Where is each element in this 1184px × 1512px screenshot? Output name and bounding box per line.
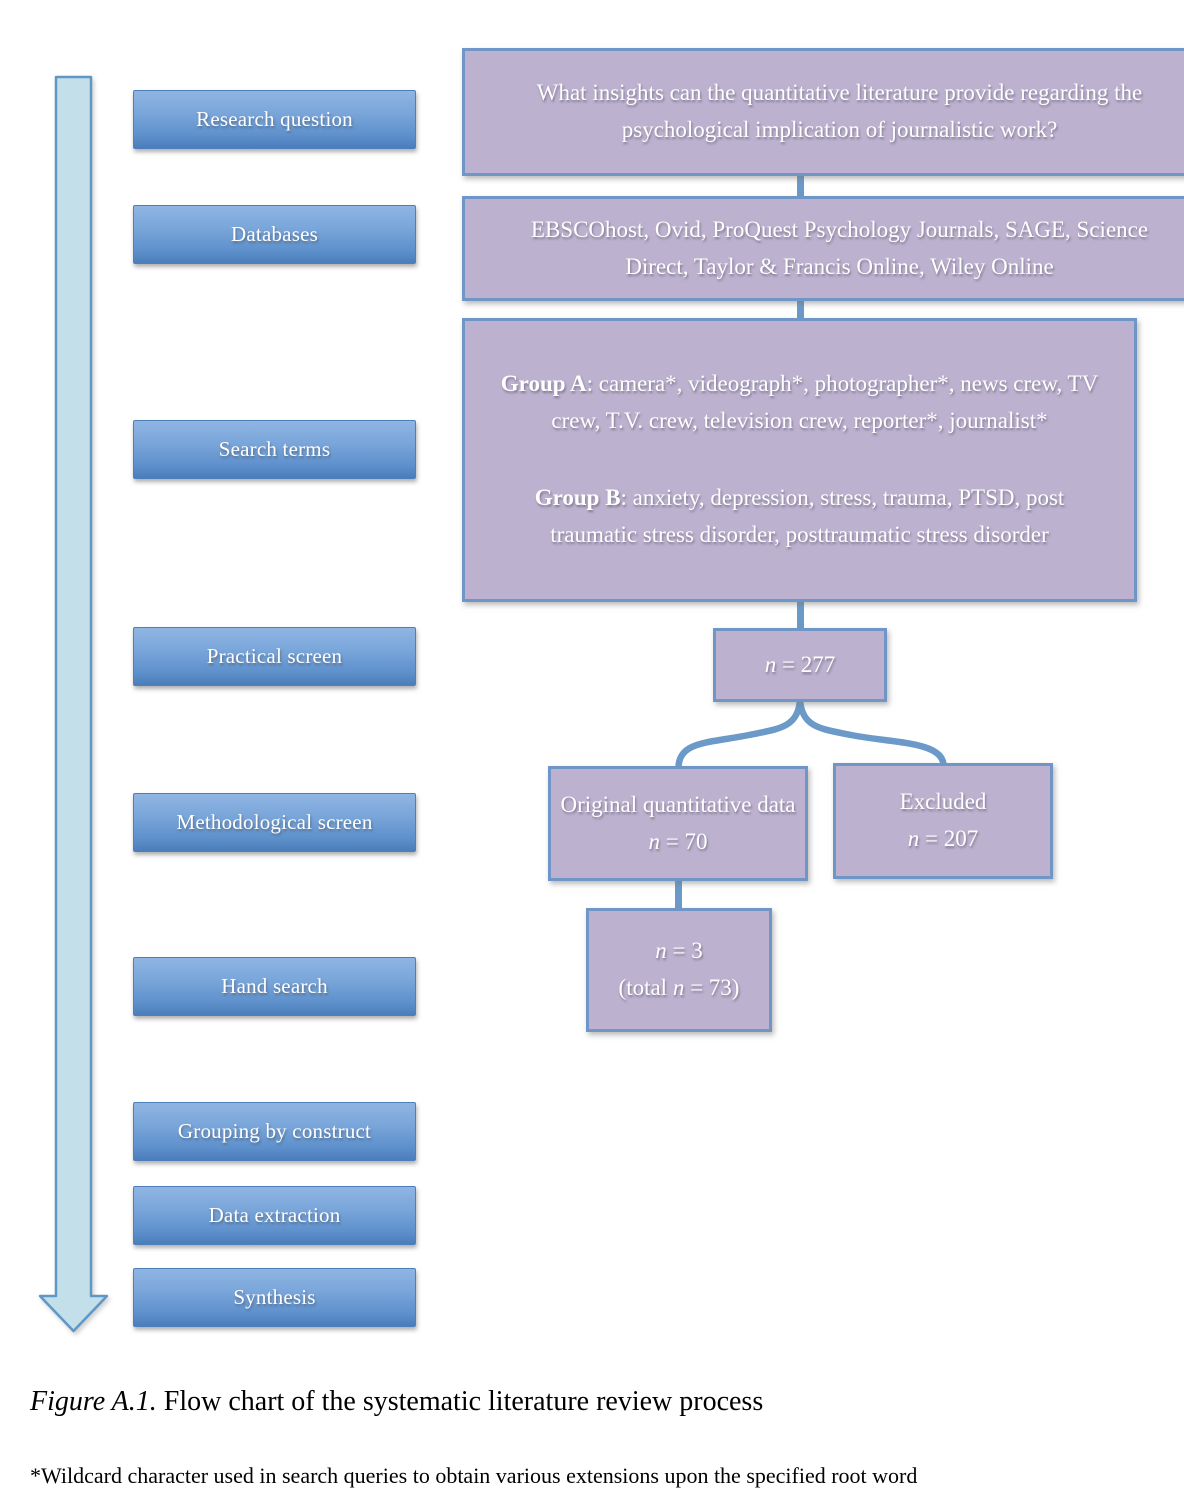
stage-methodological-screen <box>133 793 416 852</box>
original-quantitative-data-box <box>548 766 808 881</box>
n-207-text <box>908 821 978 858</box>
stage-grouping-by-construct <box>133 1102 416 1161</box>
group-a-terms: : camera*, videograph*, photographer*, news crew, TV crew, T.V. crew, television crew, reporter*, journalist* <box>551 371 1099 434</box>
stage-label: Data extraction <box>208 1203 341 1227</box>
n-70-text <box>649 824 708 861</box>
stage-label: Methodological screen <box>176 810 373 834</box>
search-terms-box <box>462 318 1137 602</box>
connector-original-n3 <box>675 879 682 910</box>
n-total-text <box>619 970 740 1007</box>
connector-terms-n277 <box>797 600 804 630</box>
hand-search-n-box <box>586 908 772 1032</box>
figure-caption <box>30 1386 1150 1418</box>
databases-box <box>462 196 1184 301</box>
search-terms-group-b <box>465 480 1134 554</box>
excluded-box <box>833 763 1053 879</box>
n-symbol: n <box>648 828 660 854</box>
n-277-text <box>765 647 835 684</box>
caption-text: Flow chart of the systematic literature review process <box>156 1386 764 1417</box>
databases-text: EBSCOhost, Ovid, ProQuest Psychology Journals, SAGE, Science Direct, Taylor & Francis Online, Wiley Online <box>530 216 1149 279</box>
n-value: = 207 <box>919 826 979 851</box>
n-symbol: n <box>672 975 685 1000</box>
stage-research-question <box>133 90 416 149</box>
stage-databases <box>133 205 416 264</box>
stage-label: Databases <box>231 222 318 246</box>
research-question-text: What insights can the quantitative literature provide regarding the psychological implication of journalistic work? <box>536 80 1143 142</box>
stage-label: Synthesis <box>233 1285 316 1309</box>
n-value: = 3 <box>666 938 703 964</box>
group-b-label: Group B <box>534 485 621 510</box>
figure-label: Figure A.1. <box>30 1386 157 1417</box>
stage-search-terms <box>133 420 416 479</box>
total-value: = 73) <box>684 975 740 1000</box>
n-symbol: n <box>655 938 667 964</box>
total-prefix: (total <box>618 975 673 1000</box>
n-symbol: n <box>907 826 920 851</box>
n-symbol: n <box>764 651 777 677</box>
research-question-box <box>462 48 1184 176</box>
connector-question-databases <box>797 174 804 198</box>
stage-data-extraction <box>133 1186 416 1245</box>
excluded-title: Excluded <box>899 789 987 815</box>
stage-hand-search <box>133 957 416 1016</box>
group-b-terms: : anxiety, depression, stress, trauma, PTSD, post traumatic stress disorder, posttraumatic stress disorder <box>550 485 1065 547</box>
stage-synthesis <box>133 1268 416 1327</box>
wildcard-footnote: *Wildcard character used in search queries to obtain various extensions upon the specified root word <box>30 1463 918 1488</box>
practical-screen-n-box <box>713 628 887 702</box>
fork-right-connector <box>800 700 944 765</box>
stage-label: Research question <box>196 107 353 131</box>
stage-label: Search terms <box>218 437 331 461</box>
fork-left-connector <box>679 700 801 767</box>
n-value: = 277 <box>776 651 836 677</box>
n-value: = 70 <box>660 828 708 854</box>
process-flow-down-arrow-icon <box>40 77 107 1331</box>
connector-databases-terms <box>797 299 804 320</box>
original-data-title: Original quantitative data <box>560 791 796 817</box>
group-a-label: Group A <box>500 371 587 397</box>
stage-label: Grouping by construct <box>177 1119 372 1143</box>
stage-label: Practical screen <box>206 644 343 668</box>
n-3-text <box>655 933 702 970</box>
stage-label: Hand search <box>221 974 328 998</box>
stage-practical-screen <box>133 627 416 686</box>
search-terms-group-a <box>465 366 1134 440</box>
